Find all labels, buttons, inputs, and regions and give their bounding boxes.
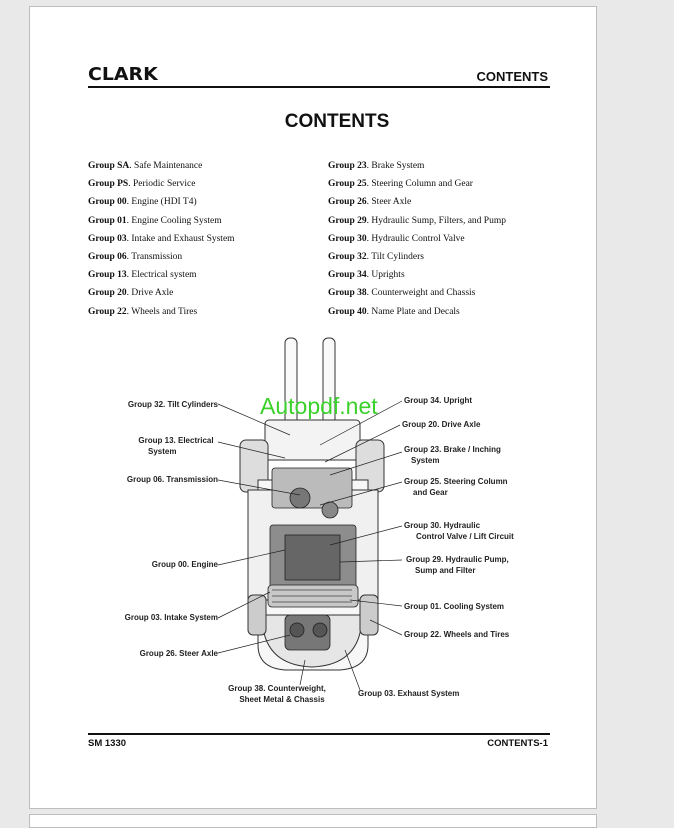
toc-item[interactable]: Group 40. Name Plate and Decals <box>328 306 460 317</box>
toc-item[interactable]: Group 34. Uprights <box>328 270 405 281</box>
toc-item[interactable]: Group PS. Periodic Service <box>88 179 196 190</box>
toc-item[interactable]: Group 30. Hydraulic Control Valve <box>328 233 465 244</box>
label-electrical-line2: System <box>148 447 177 456</box>
toc-item[interactable]: Group 23. Brake System <box>328 161 425 171</box>
toc-item[interactable]: Group 13. Electrical system <box>88 270 197 281</box>
toc-item[interactable]: Group 38. Counterweight and Chassis <box>328 288 476 299</box>
label-brake-line1: Group 23. Brake / Inching <box>404 445 501 454</box>
label-steer-axle: Group 26. Steer Axle <box>139 649 218 658</box>
footer-rule <box>88 733 550 735</box>
toc-item[interactable]: Group 06. Transmission <box>88 251 183 262</box>
footer-page-number: CONTENTS-1 <box>487 738 548 749</box>
header-rule <box>88 86 550 88</box>
label-counterweight-line1: Group 38. Counterweight, <box>228 684 326 693</box>
label-transmission: Group 06. Transmission <box>126 475 218 484</box>
toc-item[interactable]: Group SA. Safe Maintenance <box>88 161 203 171</box>
label-steering-line1: Group 25. Steering Column <box>404 477 508 486</box>
label-steering-line2: and Gear <box>413 488 448 497</box>
toc-item[interactable]: Group 29. Hydraulic Sump, Filters, and Pump <box>328 215 506 226</box>
watermark: Autopdf.net <box>260 393 378 419</box>
label-pump-line1: Group 29. Hydraulic Pump, <box>406 555 509 564</box>
label-drive-axle: Group 20. Drive Axle <box>402 420 481 429</box>
toc-item[interactable]: Group 20. Drive Axle <box>88 288 174 299</box>
footer-manual-number: SM 1330 <box>88 738 127 749</box>
toc-right-column <box>328 157 506 321</box>
label-counterweight-line2: Sheet Metal & Chassis <box>239 695 325 704</box>
label-wheels-tires: Group 22. Wheels and Tires <box>404 630 510 639</box>
header-section-title: CONTENTS <box>476 69 548 84</box>
label-upright: Group 34. Upright <box>404 396 472 405</box>
toc-left-column <box>88 157 235 321</box>
label-intake-system: Group 03. Intake System <box>124 613 218 622</box>
clark-logo: CLARK <box>88 64 158 85</box>
label-valve-line2: Control Valve / Lift Circuit <box>416 532 514 541</box>
label-engine: Group 00. Engine <box>151 560 218 569</box>
toc-item[interactable]: Group 01. Engine Cooling System <box>88 215 222 226</box>
toc-item[interactable]: Group 26. Steer Axle <box>328 197 412 208</box>
label-electrical-line1: Group 13. Electrical <box>138 436 214 445</box>
toc-item[interactable]: Group 32. Tilt Cylinders <box>328 251 424 262</box>
toc-item[interactable]: Group 22. Wheels and Tires <box>88 306 198 317</box>
toc-item[interactable]: Group 25. Steering Column and Gear <box>328 179 473 190</box>
page-title: CONTENTS <box>284 111 390 132</box>
toc-item[interactable]: Group 00. Engine (HDI T4) <box>88 197 197 208</box>
label-pump-line2: Sump and Filter <box>415 566 476 575</box>
toc-item[interactable]: Group 03. Intake and Exhaust System <box>88 233 235 244</box>
label-tilt-cylinders: Group 32. Tilt Cylinders <box>127 400 218 409</box>
label-exhaust-system: Group 03. Exhaust System <box>358 689 460 698</box>
label-valve-line1: Group 30. Hydraulic <box>404 521 481 530</box>
next-page-edge <box>29 814 597 828</box>
label-cooling-system: Group 01. Cooling System <box>404 602 505 611</box>
label-brake-line2: System <box>411 456 440 465</box>
